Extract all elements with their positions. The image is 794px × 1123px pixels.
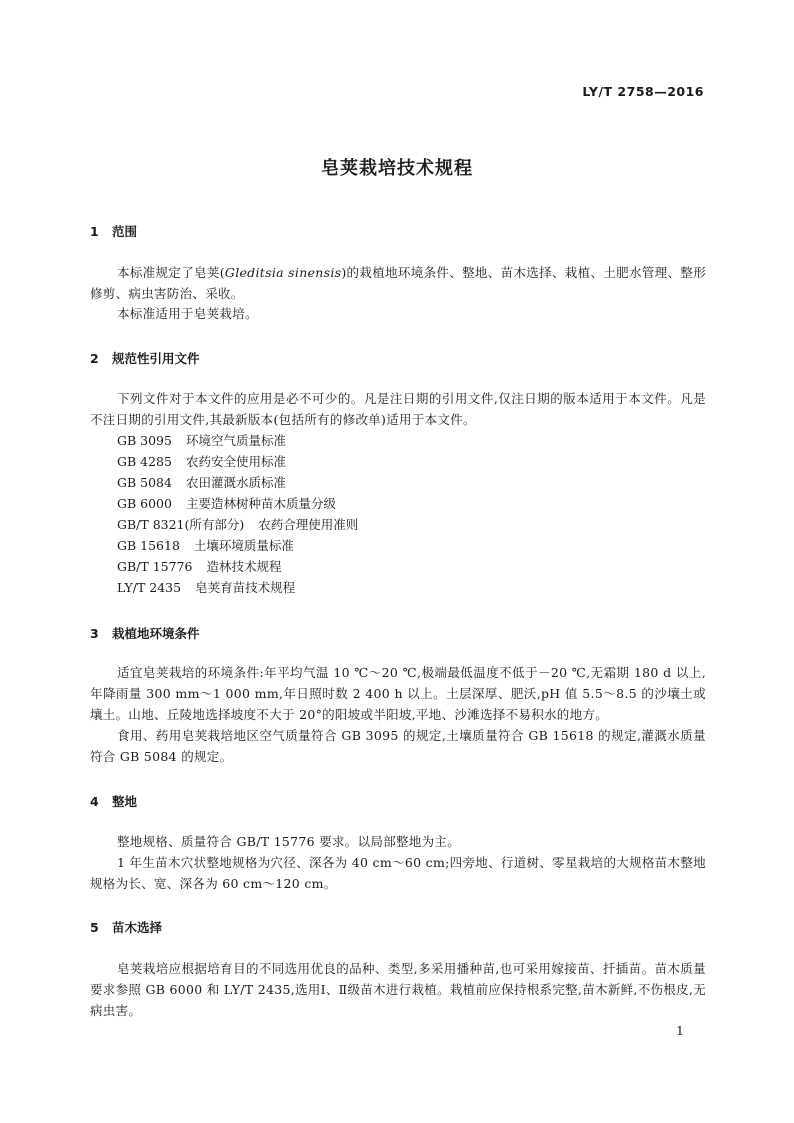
section-3-paragraph-2: 食用、药用皂荚栽培地区空气质量符合 GB 3095 的规定,土壤质量符合 GB 15618 的规定,灌溉水质量符合 GB 5084 的规定。	[90, 728, 706, 764]
document-title: 皂荚栽培技术规程	[321, 158, 473, 179]
section-2-paragraph-1: 下列文件对于本文件的应用是必不可少的。凡是注日期的引用文件,仅注日期的版本适用于本文件。凡是不注日期的引用文件,其最新版本(包括所有的修改单)适用于本文件。	[90, 391, 706, 427]
section-5-paragraph-1: 皂荚栽培应根据培育目的不同选用优良的品种、类型,多采用播种苗,也可采用嫁接苗、扦插苗。苗木质量要求参照 GB 6000 和 LY/T 2435,选用Ⅰ、Ⅱ级苗木进行栽植。栽植前应保持根系完整,苗木新鲜,不伤根皮,无病虫害。	[90, 961, 706, 1018]
standard-code: LY/T 2758—2016	[582, 84, 704, 99]
section-4-paragraph-1: 整地规格、质量符合 GB/T 15776 要求。以局部整地为主。	[117, 834, 461, 849]
reference-item: GB 6000 主要造林树种苗木质量分级	[117, 496, 336, 511]
reference-item: GB 3095 环境空气质量标准	[117, 433, 286, 448]
page-number: 1	[676, 1023, 684, 1038]
latin-name: Gleditsia sinensis	[224, 265, 342, 280]
reference-item: GB 4285 农药安全使用标准	[117, 454, 286, 469]
section-1-heading: 1 范围	[90, 224, 138, 239]
section-4-paragraph-2: 1 年生苗木穴状整地规格为穴径、深各为 40 cm～60 cm;四旁地、行道树、零星栽培的大规格苗木整地规格为长、宽、深各为 60 cm～120 cm。	[90, 855, 706, 891]
reference-item: GB/T 8321(所有部分) 农药合理使用准则	[117, 517, 359, 532]
section-3-paragraph-1: 适宜皂荚栽培的环境条件:年平均气温 10 ℃～20 ℃,极端最低温度不低于－20 ℃,无霜期 180 d 以上,年降雨量 300 mm～1 000 mm,年日照时数 2 400 h 以上。土层深厚、肥沃,pH 值 5.5～8.5 的沙壤土或壤土。山地、丘陵地选择坡度不大于 20°的阳坡或半阳坡,平地、沙滩选择不易积水的地方。	[90, 665, 706, 722]
section-1-paragraph-2: 本标准适用于皂荚栽培。	[117, 306, 258, 321]
section-2-heading: 2 规范性引用文件	[90, 351, 200, 366]
reference-item: GB 5084 农田灌溉水质标准	[117, 475, 286, 490]
reference-item: GB 15618 土壤环境质量标准	[117, 538, 294, 553]
section-3-heading: 3 栽植地环境条件	[90, 626, 200, 641]
reference-item: GB/T 15776 造林技术规程	[117, 559, 282, 574]
section-5-heading: 5 苗木选择	[90, 920, 163, 935]
section-4-heading: 4 整地	[90, 794, 138, 809]
section-1-paragraph-1: 本标准规定了皂荚(Gleditsia sinensis)的栽植地环境条件、整地、苗木选择、栽植、土肥水管理、整形修剪、病虫害防治、采收。	[90, 265, 707, 301]
reference-item: LY/T 2435 皂荚育苗技术规程	[117, 580, 296, 595]
